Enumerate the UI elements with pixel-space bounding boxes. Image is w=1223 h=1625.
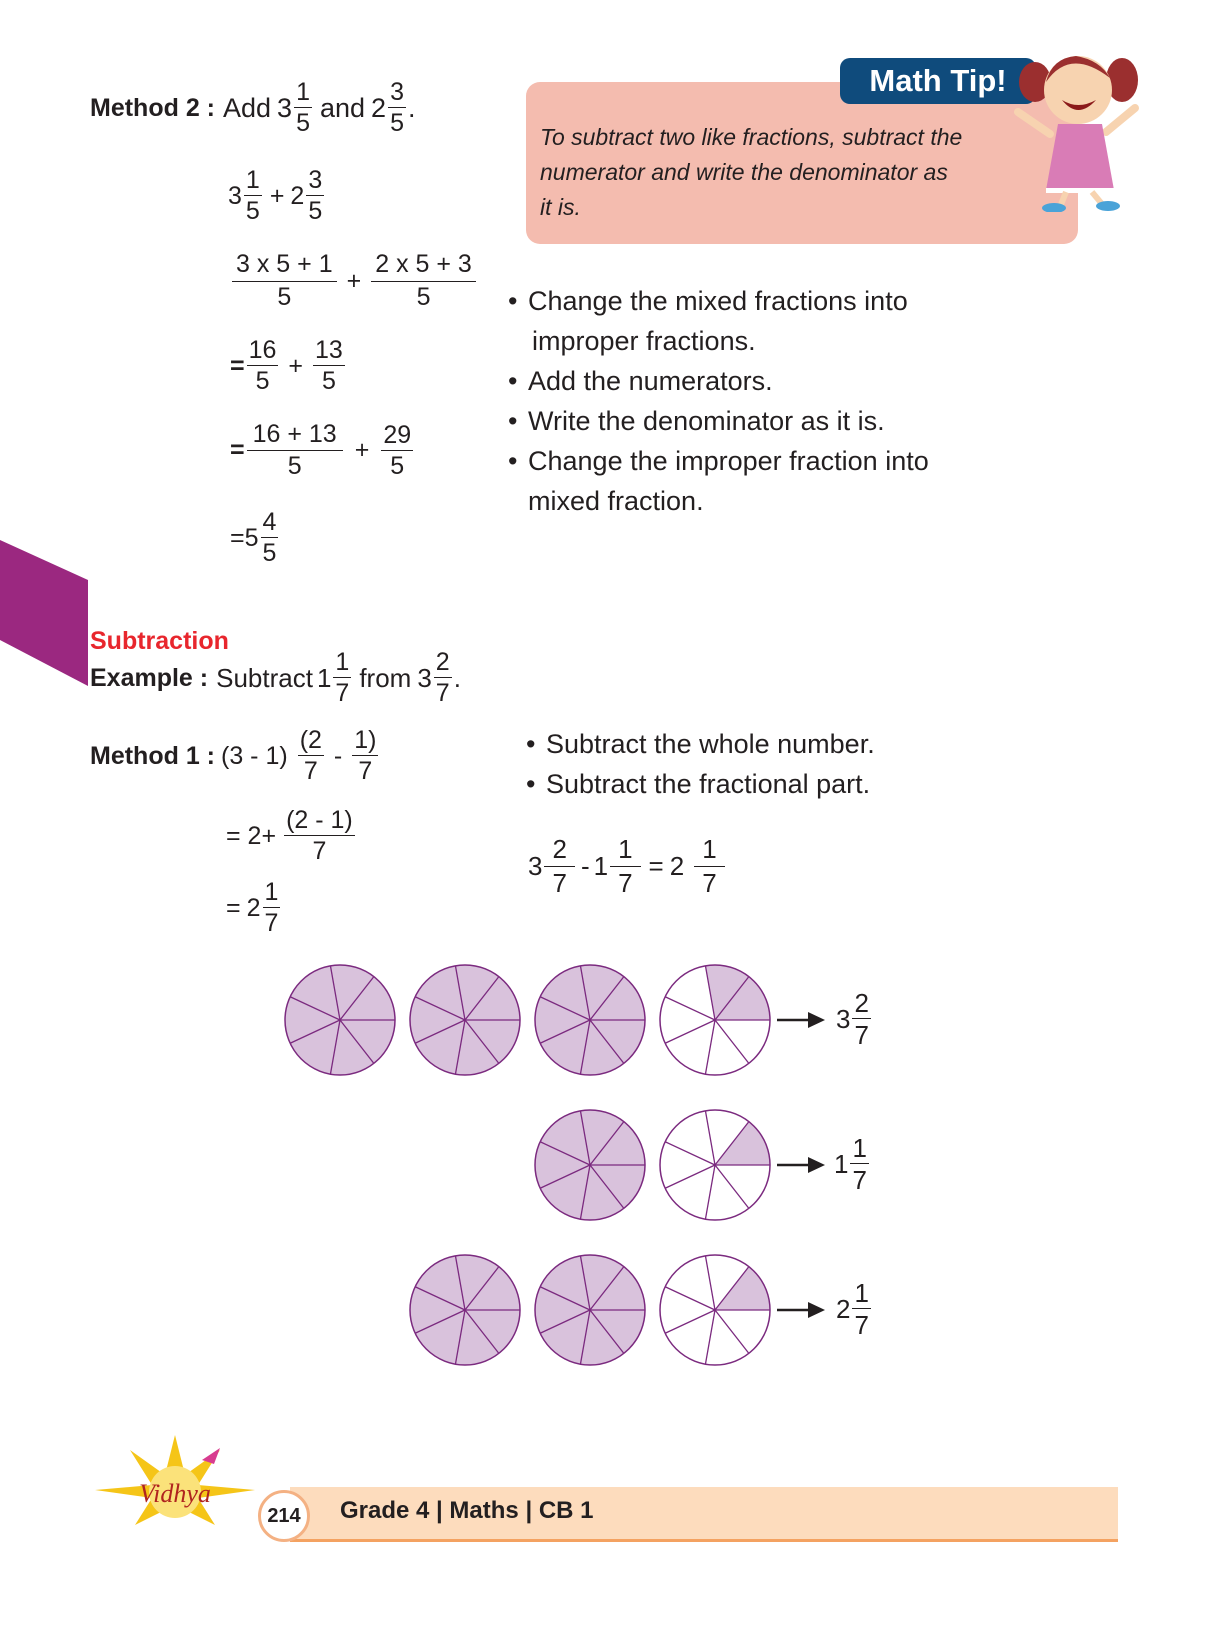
fraction: $\frac{1}{5}$ (296, 78, 310, 137)
period: . (407, 92, 416, 123)
vidhya-logo-icon (90, 1430, 260, 1530)
fraction: $\frac{1}{5}$ (245, 166, 260, 225)
method2-step-4: = $\frac{16 + 13}{5}$ + $\frac{29}{5}$ (230, 420, 412, 480)
method1-step-1: Method 1 : (3 - 1) $\frac{(2}{7}$ - $\frac{1)}{7}$ (90, 726, 377, 785)
svg-text:Vidhya: Vidhya (139, 1479, 211, 1508)
diagram-label-row-1: 3 $\frac{2}{7}$ (836, 988, 869, 1050)
method2-step-5: = 5 $\frac{4}{5}$ (230, 508, 277, 567)
math-tip-text: To subtract two like fractions, subtract the numerator and write the denominator as it is. (540, 124, 963, 220)
whole: 2 (371, 92, 387, 123)
fraction: $\frac{3}{5}$ (390, 78, 404, 137)
pie-chart-icon (535, 965, 645, 1075)
and-word: and (319, 92, 366, 123)
method2-heading (90, 80, 416, 136)
whole: 3 (277, 92, 293, 123)
subtraction-example: Example : Subtract 1 $\frac{1}{7}$ from 3 $\frac{2}{7}$ . (90, 648, 461, 707)
girl-mascot-icon (1010, 42, 1140, 212)
side-tab-decoration (0, 540, 88, 686)
pie-chart-icon (410, 1255, 520, 1365)
method2-bullets: • Change the mixed fractions into improper fractions. • Add the numerators. • Write the denominator as it is. • Change the improper fraction into mixed fraction. (508, 286, 929, 516)
method2-label: Method 2 : (90, 93, 215, 122)
fraction: $\frac{3 x 5 + 1}{5}$ (232, 252, 337, 310)
method1-bullets: • Subtract the whole number. • Subtract the fractional part. (526, 729, 875, 799)
pie-chart-icon (660, 1110, 770, 1220)
pie-chart-icon (535, 1255, 645, 1365)
pie-chart-icon (535, 1110, 645, 1220)
arrow-right-icon (777, 1012, 825, 1028)
math-tip-badge: Math Tip! (840, 58, 1036, 104)
method2-step-1: 3 $\frac{1}{5}$ + 2 $\frac{3}{5}$ (228, 166, 323, 225)
method1-step-2: = 2+ $\frac{(2 - 1)}{7}$ (226, 806, 353, 865)
method1-step-3: = 2 $\frac{1}{7}$ (226, 878, 279, 937)
method2-step-3: = $\frac{16}{5}$ + $\frac{13}{5}$ (230, 336, 343, 395)
fraction: $\frac{3}{5}$ (308, 166, 323, 225)
pie-chart-icon (410, 965, 520, 1075)
page-number: 214 (258, 1490, 310, 1542)
fraction-pie-diagram (280, 960, 900, 1380)
prompt-prefix: Add (223, 92, 272, 123)
pie-chart-icon (660, 965, 770, 1075)
arrow-right-icon (777, 1157, 825, 1173)
footer-title: Grade 4 | Maths | CB 1 (340, 1497, 594, 1524)
subtraction-heading: Subtraction (90, 627, 229, 655)
fraction: $\frac{2 x 5 + 3}{5}$ (371, 252, 476, 310)
diagram-label-row-2: 1 $\frac{1}{7}$ (834, 1133, 867, 1195)
pie-chart-icon (285, 965, 395, 1075)
diagram-label-row-3: 2 $\frac{1}{7}$ (836, 1278, 869, 1340)
method2-step-2: $\frac{3 x 5 + 1}{5}$ + $\frac{2 x 5 + 3}{5}$ (230, 252, 478, 310)
pie-chart-icon (660, 1255, 770, 1365)
method1-summary: 3 $\frac{2}{7}$ - 1 $\frac{1}{7}$ = 2 $\frac{1}{7}$ (528, 836, 727, 896)
arrow-right-icon (777, 1302, 825, 1318)
